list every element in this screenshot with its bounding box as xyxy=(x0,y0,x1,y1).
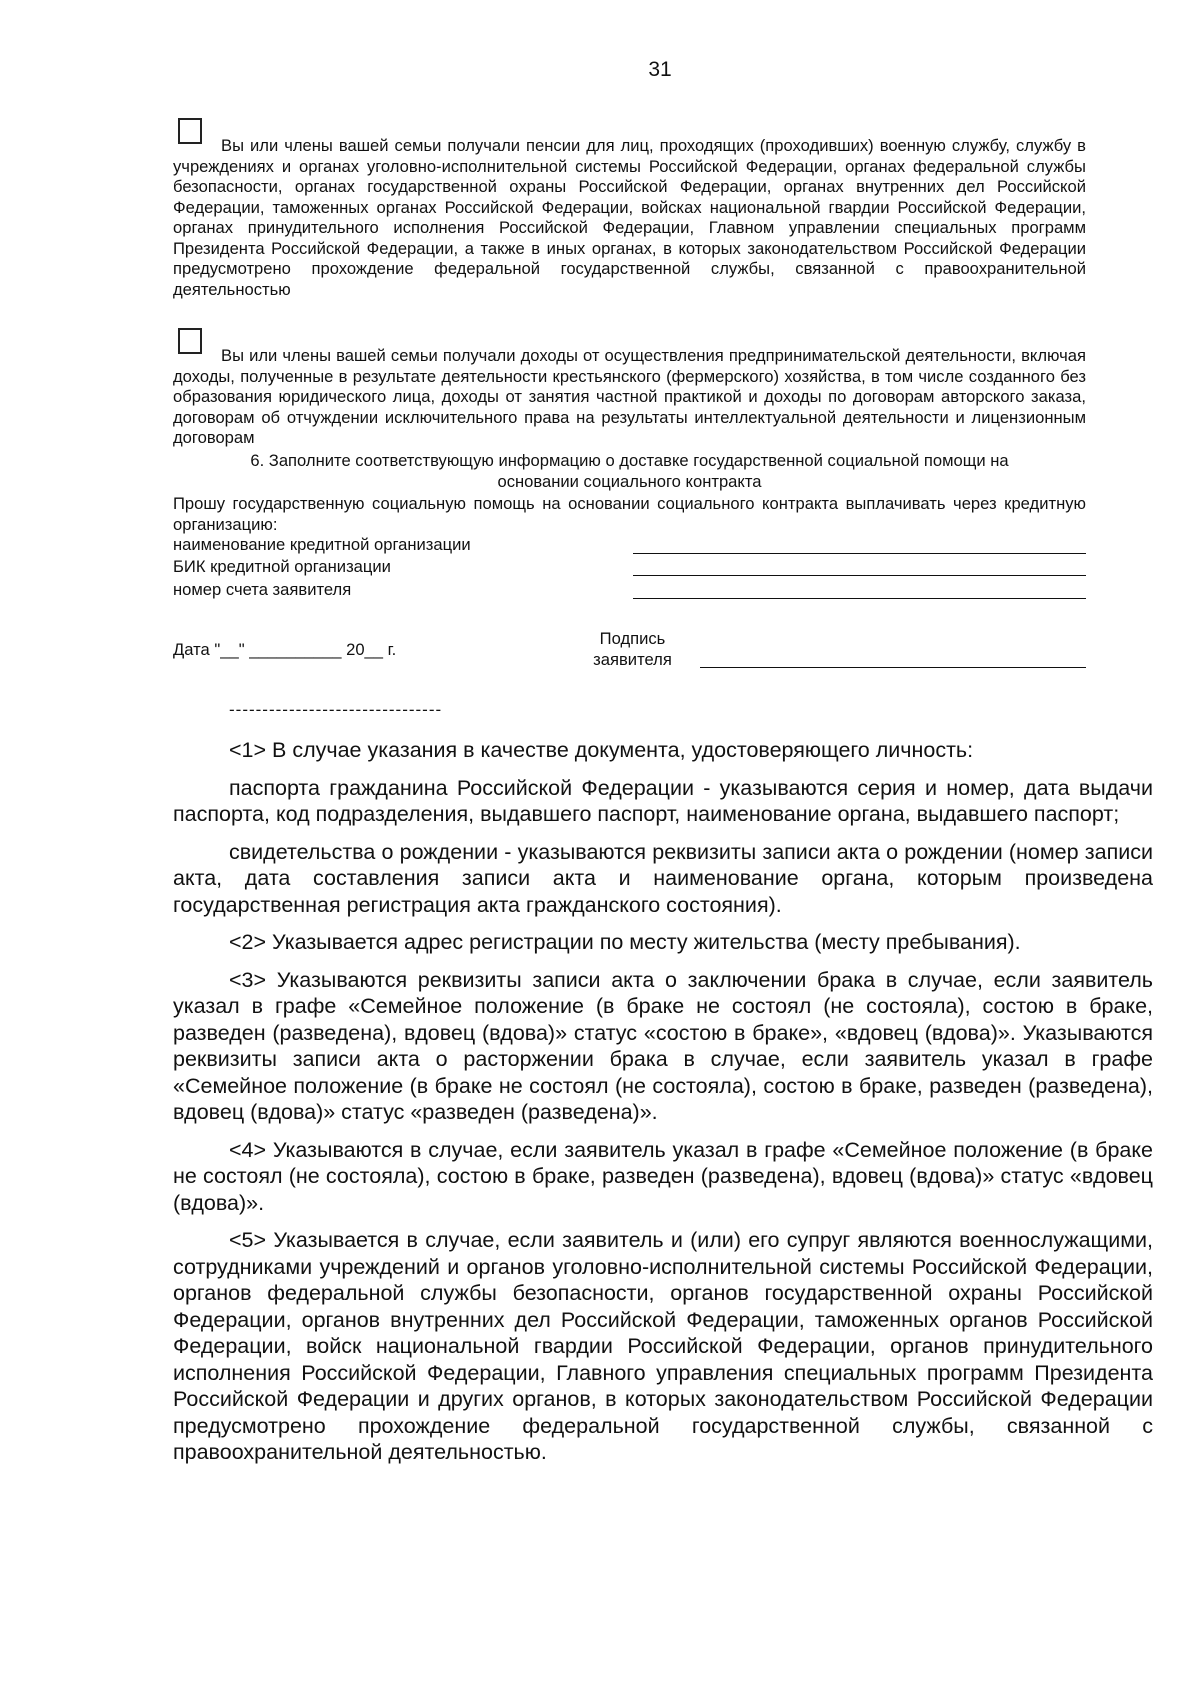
bik-label: БИК кредитной организации xyxy=(173,557,391,576)
bank-name-label: наименование кредитной организации xyxy=(173,535,471,554)
footnote-1-birth-certificate: свидетельства о рождении - указываются реквизиты записи акта о рождении (номер записи акта, дата составления записи акта и наименование органа, которым произведена государственная регистрация акта гражданского состояния). xyxy=(173,839,1153,917)
signature-label xyxy=(575,629,690,670)
account-number-input-line[interactable] xyxy=(633,598,1086,599)
bik-field xyxy=(173,557,1086,579)
section6-heading xyxy=(173,451,1086,492)
footnote-5: <5> Указывается в случае, если заявитель и (или) его супруг являются военнослужащими, сотрудниками учреждений и органов уголовно-исполнительной системы Российской Федерации, органов федеральной службы безопасности, органов государственной охраны Российской Федерации, органов внутренних дел Российской Федерации, таможенных органов Российской Федерации, войск национальной гвардии Российской Федерации, органов принудительного исполнения Российской Федерации, Главного управления специальных программ Президента Российской Федерации и других органов, в которых законодательством Российской Федерации предусмотрено прохождение федеральной государственной службы, связанной с правоохранительной деятельностью. xyxy=(173,1228,1153,1464)
footnote-1: <1> В случае указания в качестве документа, удостоверяющего личность: xyxy=(229,738,974,762)
checkbox-item-pension xyxy=(173,118,1086,300)
bank-name-input-line[interactable] xyxy=(633,553,1086,554)
signature-label-line2: заявителя xyxy=(593,649,672,669)
checkbox-item-text: Вы или члены вашей семьи получали доходы от осуществления предпринимательской деятельности, включая доходы, полученные в результате деятельности крестьянского (фермерского) хозяйства, в том числе созданного без образования юридического лица, доходы от занятия частной практикой и доходы по договорам авторского заказа, договорам об отчуждении исключительного права на результаты интеллектуальной деятельности и лицензионным договорам xyxy=(173,346,1086,447)
pension-checkbox[interactable] xyxy=(178,118,202,144)
footnote-separator: -------------------------------- xyxy=(229,700,443,719)
section6-heading-line2: основании социального контракта xyxy=(497,471,762,491)
account-number-label: номер счета заявителя xyxy=(173,580,352,599)
footnote-4: <4> Указываются в случае, если заявитель указал в графе «Семейное положение (в браке не состоял (не состояла), состою в браке, разведен (разведена), вдовец (вдова)» статус «вдовец (вдова)». xyxy=(173,1137,1153,1215)
section6-request-text: Прошу государственную социальную помощь на основании социального контракта выплачивать через кредитную организацию: xyxy=(173,494,1086,534)
footnotes xyxy=(173,737,1153,1477)
date-field[interactable]: Дата "__" __________ 20__ г. xyxy=(173,640,397,659)
footnote-2: <2> Указывается адрес регистрации по месту жительства (месту пребывания). xyxy=(229,930,1021,954)
account-number-field xyxy=(173,580,1086,602)
bik-input-line[interactable] xyxy=(633,575,1086,576)
section6-heading-line1: 6. Заполните соответствующую информацию о доставке государственной социальной помощи на xyxy=(250,451,1009,470)
signature-line[interactable] xyxy=(700,667,1086,668)
page-number: 31 xyxy=(648,58,672,81)
footnote-1-passport: паспорта гражданина Российской Федерации - указываются серия и номер, дата выдачи паспорта, код подразделения, выдавшего паспорт, наименование органа, выдавшего паспорт; xyxy=(173,775,1153,826)
bank-name-field xyxy=(173,535,1086,557)
checkbox-item-text: Вы или члены вашей семьи получали пенсии для лиц, проходящих (проходивших) военную службу, службу в учреждениях и органах уголовно-исполнительной системы Российской Федерации, органах федеральной службы безопасности, органах государственной охраны Российской Федерации, органах внутренних дел Российской Федерации, таможенных органах Российской Федерации, войсках национальной гвардии Российской Федерации, органах принудительного исполнения Российской Федерации, Главном управлении специальных программ Президента Российской Федерации, а также в иных органах, в которых законодательством Российской Федерации предусмотрено прохождение федеральной государственной службы, связанной с правоохранительной деятельностью xyxy=(173,136,1086,299)
business-income-checkbox[interactable] xyxy=(178,328,202,354)
checkbox-item-business-income xyxy=(173,328,1086,449)
signature-label-line1: Подпись xyxy=(599,629,666,648)
footnote-3: <3> Указываются реквизиты записи акта о заключении брака в случае, если заявитель указал в графе «Семейное положение (в браке не состоял (не состояла), состою в браке, разведен (разведена), вдовец (вдова)» статус «состою в браке», «вдовец (вдова)». Указываются реквизиты записи акта о расторжении брака в случае, если заявитель указал в графе «Семейное положение (в браке не состоял (не состояла), состою в браке, разведен (разведена), вдовец (вдова)» статус «разведен (разведена)». xyxy=(173,967,1153,1124)
